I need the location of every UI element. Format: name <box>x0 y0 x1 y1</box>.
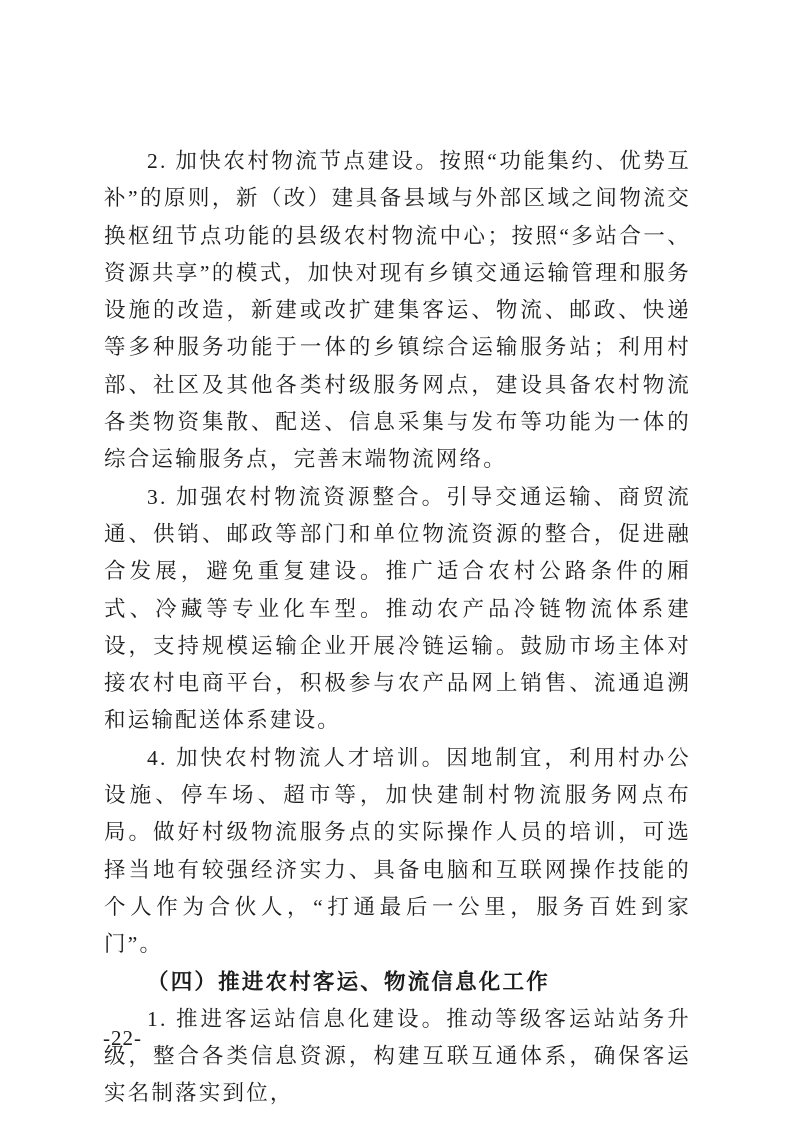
paragraph-rural-logistics-nodes: 2. 加快农村物流节点建设。按照“功能集约、优势互补”的原则，新（改）建具备县域与外部区域之间物流交换枢纽节点功能的县级农村物流中心；按照“多站合一、资源共享”的模式，加快对现有乡镇交通运输管理和服务设施的改造，新建或改扩建集客运、物流、邮政、快递等多种服务功能于一体的乡镇综合运输服务站；利用村部、社区及其他各类村级服务网点，建设具备农村物流各类物资集散、配送、信息采集与发布等功能为一体的综合运输服务点，完善末端物流网络。 <box>104 149 691 472</box>
document-body <box>104 143 691 1113</box>
paragraph-station-informatization: 1. 推进客运站信息化建设。推动等级客运站站务升级，整合各类信息资源，构建互联互通体系，确保客运实名制落实到位， <box>104 1006 691 1106</box>
page-number: -22- <box>103 1026 142 1050</box>
paragraph-logistics-resource-integration: 3. 加强农村物流资源整合。引导交通运输、商贸流通、供销、邮政等部门和单位物流资源的整合，促进融合发展，避免重复建设。推广适合农村公路条件的厢式、冷藏等专业化车型。推动农产品冷链物流体系建设，支持规模运输企业开展冷链运输。鼓励市场主体对接农村电商平台，积极参与农产品网上销售、流通追溯和运输配送体系建设。 <box>104 484 691 733</box>
section-heading-four-informatization: （四）推进农村客运、物流信息化工作 <box>147 969 550 994</box>
paragraph-logistics-talent-training: 4. 加快农村物流人才培训。因地制宜，利用村办公设施、停车场、超市等，加快建制村物流服务网点布局。做好村级物流服务点的实际操作人员的培训，可选择当地有较强经济实力、具备电脑和互联网操作技能的个人作为合伙人，“打通最后一公里，服务百姓到家门”。 <box>104 745 691 957</box>
